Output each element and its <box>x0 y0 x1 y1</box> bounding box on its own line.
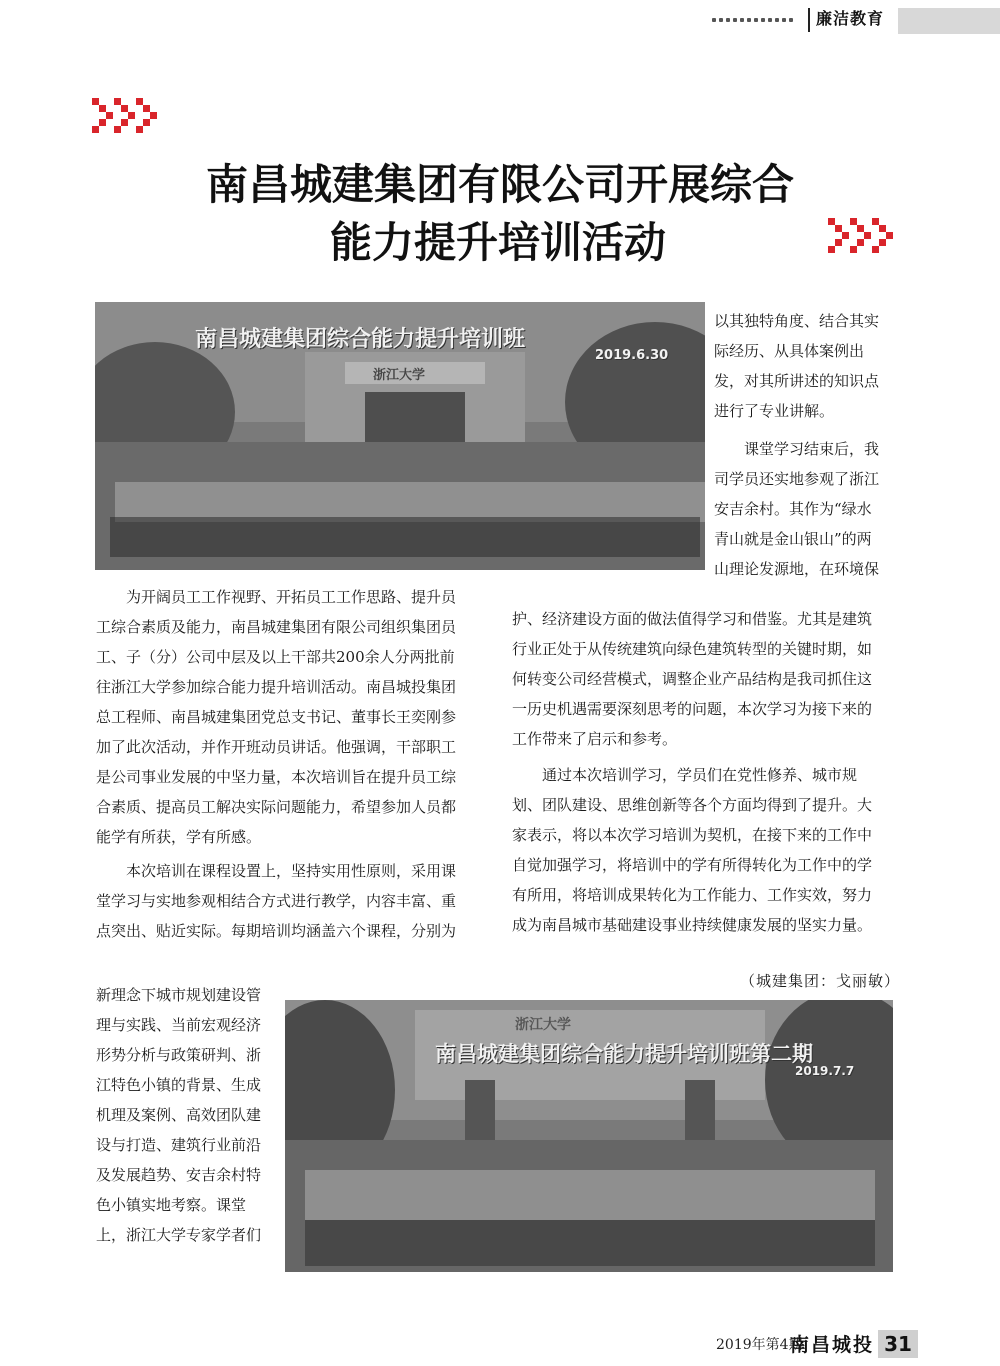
text-line: 课堂学习结束后，我 <box>714 440 880 458</box>
group-photo-2 <box>285 1000 893 1272</box>
text-line: 家表示，将以本次学习培训为契机，在接下来的工作中 <box>512 826 873 844</box>
chevron-decoration-title <box>828 218 898 254</box>
text-line: 机理及案例、高效团队建 <box>96 1106 262 1124</box>
text-line: 加了此次活动，并作开班动员讲话。他强调，干部职工 <box>96 738 457 756</box>
article-title-line1: 南昌城建集团有限公司开展综合 <box>206 160 795 209</box>
text-line: 工、子（分）公司中层及以上干部共200余人分两批前 <box>96 648 455 666</box>
article-title-line2: 能力提升培训活动 <box>330 218 667 267</box>
text-line: 总工程师、南昌城建集团党总支书记、董事长王奕刚参 <box>96 708 457 726</box>
text-line: 行业正处于从传统建筑向绿色建筑转型的关键时期，如 <box>512 640 873 658</box>
text-line: 点突出、贴近实际。每期培训均涵盖六个课程，分别为 <box>96 922 457 940</box>
photo1-gate-text: 浙江大学 <box>373 368 426 383</box>
text-line: 何转变公司经营模式，调整企业产品结构是我司抓住这 <box>512 670 873 688</box>
header-divider <box>808 8 810 32</box>
header-dots <box>712 14 802 26</box>
text-line: 进行了专业讲解。 <box>714 402 835 420</box>
text-line: 本次培训在课程设置上，坚持实用性原则，采用课 <box>96 862 457 880</box>
text-line: 安吉余村。其作为“绿水 <box>714 500 872 518</box>
text-line: 合素质、提高员工解决实际问题能力，希望参加人员都 <box>96 798 457 816</box>
text-line: 有所用，将培训成果转化为工作能力、工作实效，努力 <box>512 886 873 904</box>
footer-issue: 2019年第4期 <box>716 1337 803 1353</box>
byline: （城建集团：戈丽敏） <box>740 972 901 990</box>
chevron-icon <box>92 98 162 134</box>
section-label: 廉洁教育 <box>816 9 885 28</box>
photo2-banner: 南昌城建集团综合能力提升培训班第二期 <box>435 1042 813 1066</box>
right-column-top <box>714 306 894 584</box>
text-line: 能学有所获，学有所感。 <box>96 828 262 846</box>
text-line: 青山就是金山银山”的两 <box>714 530 872 548</box>
photo2-date: 2019.7.7 <box>795 1064 855 1078</box>
text-line: 为开阔员工工作视野、开拓员工工作思路、提升员 <box>96 588 457 606</box>
text-line: 工综合素质及能力，南昌城建集团有限公司组织集团员 <box>96 618 457 636</box>
text-line: 江特色小镇的背景、生成 <box>96 1076 262 1094</box>
text-line: 形势分析与政策研判、浙 <box>96 1046 262 1064</box>
text-line: 山理论发源地，在环境保 <box>714 560 880 578</box>
footer-magazine-name: 南昌城投 <box>790 1334 875 1356</box>
text-line: 划、团队建设、思维创新等各个方面均得到了提升。大 <box>512 796 873 814</box>
text-line: 成为南昌城市基础建设事业持续健康发展的坚实力量。 <box>512 916 873 934</box>
text-line: 工作带来了启示和参考。 <box>512 730 678 748</box>
text-line: 堂学习与实地参观相结合方式进行教学，内容丰富、重 <box>96 892 457 910</box>
text-line: 际经历、从具体案例出 <box>714 342 865 360</box>
group-photo-1 <box>95 302 705 570</box>
text-line: 是公司事业发展的中坚力量，本次培训旨在提升员工综 <box>96 768 457 786</box>
text-line: 理与实践、当前宏观经济 <box>96 1016 262 1034</box>
text-line: 自觉加强学习，将培训中的学有所得转化为工作中的学 <box>512 856 873 874</box>
photo1-date: 2019.6.30 <box>595 348 669 363</box>
chevron-decoration-top <box>92 98 162 134</box>
text-line: 设与打造、建筑行业前沿 <box>96 1136 262 1154</box>
page-number: 31 <box>878 1330 918 1358</box>
header-grey-bar <box>898 8 1000 34</box>
text-line: 及发展趋势、安吉余村特 <box>96 1166 262 1184</box>
text-line: 色小镇实地考察。课堂 <box>96 1196 247 1214</box>
text-line: 一历史机遇需要深刻思考的问题，本次学习为接下来的 <box>512 700 873 718</box>
right-column-body <box>512 604 896 940</box>
text-line: 通过本次培训学习，学员们在党性修养、城市规 <box>512 766 858 784</box>
text-line: 上，浙江大学专家学者们 <box>96 1226 262 1244</box>
text-line: 以其独特角度、结合其实 <box>714 312 880 330</box>
text-line: 司学员还实地参观了浙江 <box>714 470 880 488</box>
photo2-gate-text: 浙江大学 <box>515 1017 571 1033</box>
left-narrow-column <box>96 980 282 1250</box>
left-column-body <box>96 582 476 946</box>
text-line: 护、经济建设方面的做法值得学习和借鉴。尤其是建筑 <box>512 610 873 628</box>
text-line: 往浙江大学参加综合能力提升培训活动。南昌城投集团 <box>96 678 457 696</box>
chevron-icon <box>828 218 898 254</box>
photo1-banner: 南昌城建集团综合能力提升培训班 <box>195 327 526 352</box>
text-line: 发，对其所讲述的知识点 <box>714 372 880 390</box>
text-line: 新理念下城市规划建设管 <box>96 986 262 1004</box>
